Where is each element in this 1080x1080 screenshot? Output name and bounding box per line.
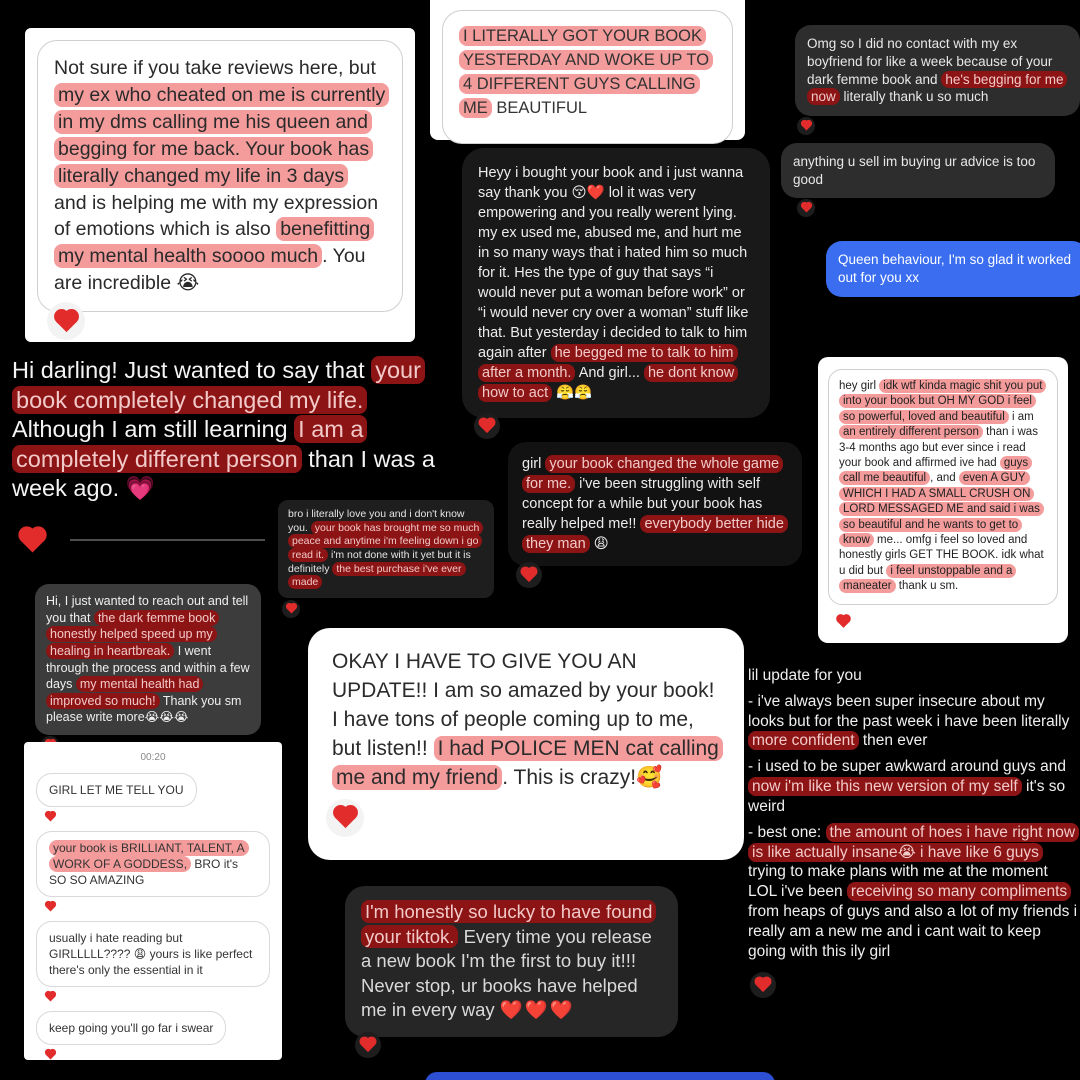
- heart-reaction-icon: [830, 609, 856, 635]
- message-text: hey girl idk wtf kinda magic shit you put into your book but OH MY GOD i feel so powerful, loved and beautiful i am an entirely different person than i was 3-4 months ago but ever since i read your book and affirmed ive had guys call me beautiful , and even A GUY WHICH I HAD A SMALL CRUSH ON LORD MESSAGED ME and said i was so beautiful and he wants to get to know me... omfg i feel so loved and honestly girls GET THE BOOK. idk what u did but i feel unstoppable and a maneater thank u sm.: [839, 379, 1046, 593]
- heart-icon: [480, 419, 494, 433]
- message-bubble: [36, 773, 197, 807]
- heart-icon: [55, 311, 76, 332]
- lucky-tiktok-card: [345, 886, 678, 1058]
- heart-reaction-icon: [47, 302, 85, 340]
- heart-reaction-icon: [326, 799, 364, 837]
- note-text: Hi darling! Just wanted to say that your book completely changed my life. Although I am still learning I am a completely different person than I was a week ago. 💗: [12, 357, 435, 502]
- message-text: OKAY I HAVE TO GIVE YOU AN UPDATE!! I am so amazed by your book! I have tons of people coming up to me, but listen!! I had POLICE MEN cat calling me and my friend . This is crazy!🥰: [332, 648, 720, 793]
- message-bubble: [36, 831, 270, 898]
- message-bubble: [278, 500, 494, 598]
- divider-line: [70, 539, 265, 541]
- heart-reaction-icon: [282, 600, 300, 618]
- message-text: anything u sell im buying ur advice is too good: [793, 153, 1036, 187]
- note-line: - i used to be super awkward around guys and now i'm like this new version of my self it's so weird: [748, 758, 1066, 815]
- heart-icon: [361, 1038, 375, 1052]
- message-bubble: [35, 584, 261, 735]
- message-text: Not sure if you take reviews here, but my ex who cheated on me is currently in my dms calling me his queen and begging for me back. Your book has literally changed my life in 3 days and is helping me with my expression of emotions which is also benefitting my mental health soooo much . You are incredible 😭: [54, 57, 389, 294]
- message-text: GIRL LET ME TELL YOU: [49, 783, 184, 797]
- note-line: lil update for you: [748, 667, 862, 684]
- game-changer-card: [508, 442, 802, 588]
- heart-icon: [45, 902, 55, 912]
- heart-reaction-icon: [797, 199, 815, 217]
- message-text: Heyy i bought your book and i just wanna say thank you 😚❤️ lol it was very empowering and you really werent lying. my ex used me, abused me, and hurt me in so many ways that i hated him so much for it. Hes the type of guy that says “i would never put a woman before work” or “i would never cry over a woman” stuff like that. But yesterday i decided to talk to him again after he begged me to talk to him after a month. And girl... he dont know how to act 😤😤: [478, 165, 749, 401]
- heart-reaction-icon: [42, 809, 58, 825]
- message-bubble: [795, 25, 1080, 116]
- heart-reaction-icon: [42, 989, 58, 1005]
- message-bubble: [36, 1011, 226, 1045]
- message-text: bro i literally love you and i don't know you. your book has brought me so much peace and anytime i'm feeling down i go read it. i'm not done with it yet but it is definitely the best purchase i've ever made: [288, 508, 483, 589]
- girl-let-me-tell-you-chat: [24, 742, 282, 1060]
- heart-reaction-icon: [42, 1047, 58, 1063]
- heart-reaction-icon: [12, 520, 52, 560]
- heart-reaction-icon: [516, 562, 542, 588]
- review-dm-card: [25, 28, 415, 342]
- message-text: usually i hate reading but GIRLLLLL???? 😩 yours is like perfect there's only the essential in it: [49, 930, 253, 978]
- dark-femme-healing-card: [35, 584, 261, 754]
- message-text: Queen behaviour, I'm so glad it worked out for you xx: [838, 251, 1071, 285]
- heart-reaction-icon: [42, 899, 58, 915]
- lil-update-note: [748, 666, 1080, 998]
- message-bubble: [508, 442, 802, 566]
- message-text: Hi, I just wanted to reach out and tell you that the dark femme book honestly helped speed up my healing in heartbreak. I went through the process and within a few days my mental health had improved so much! Thank you sm please write more😭😭😭: [46, 594, 250, 725]
- message-text: keep going you'll go far i swear: [49, 1020, 214, 1035]
- heart-icon: [20, 528, 44, 552]
- message-bubble: [781, 143, 1055, 199]
- cropped-blue-bubble-edge: [425, 1072, 775, 1080]
- message-bubble: [828, 369, 1058, 605]
- message-bubble: [442, 10, 733, 144]
- heart-reaction-icon: [355, 1032, 381, 1058]
- heart-icon: [837, 615, 850, 628]
- magic-book-card: [818, 357, 1068, 643]
- message-bubble: [462, 148, 770, 418]
- note-line: - i've always been super insecure about my looks but for the past week i have been literally more confident then ever: [748, 692, 1070, 750]
- message-text: your book is BRILLIANT, TALENT, A WORK OF A GODDESS, BRO it's SO SO AMAZING: [49, 840, 249, 887]
- heyy-bought-book-card: [462, 148, 770, 439]
- timestamp: 00:20: [140, 752, 166, 763]
- note-line: - best one: the amount of hoes i have right now is like actually insane😭 i have like 6 guys trying to make plans with me at the moment LOL i've been receiving so many compliments from heaps of guys and also a lot of my friends i really am a new me and i cant wait to keep going with this ily girl: [748, 823, 1078, 960]
- message-text: girl your book changed the whole game for me. i've been struggling with self concept for a while but your book has really helped me!! everybody better hide they man 😩: [522, 455, 788, 553]
- sent-message-bubble: [826, 241, 1080, 297]
- heart-icon: [45, 992, 55, 1002]
- heart-icon: [801, 121, 811, 131]
- message-bubble: [345, 886, 678, 1037]
- heart-reaction-icon: [750, 972, 776, 998]
- heart-icon: [286, 604, 296, 614]
- heart-icon: [801, 203, 811, 213]
- no-contact-chat: [795, 25, 1080, 297]
- message-text: I'm honestly so lucky to have found your tiktok. Every time you release a new book I'm the first to buy it!!! Never stop, ur books have helped me in every way ❤️❤️❤️: [361, 900, 656, 1020]
- heart-icon: [45, 812, 55, 822]
- heart-icon: [45, 1050, 55, 1060]
- police-men-update-card: [308, 628, 744, 860]
- message-text: I LITERALLY GOT YOUR BOOK YESTERDAY AND WOKE UP TO 4 DIFFERENT GUYS CALLING ME BEAUTIFUL: [459, 26, 713, 118]
- bro-love-you-card: [278, 500, 494, 618]
- message-bubble: [37, 40, 403, 312]
- heart-icon: [756, 978, 770, 992]
- book-yesterday-card: [430, 0, 745, 140]
- heart-icon: [334, 807, 355, 828]
- heart-reaction-icon: [797, 117, 815, 135]
- heart-icon: [522, 568, 536, 582]
- message-bubble: [36, 921, 270, 988]
- heart-reaction-icon: [474, 413, 500, 439]
- message-text: Omg so I did no contact with my ex boyfriend for like a week because of your dark femme book and he's begging for me now literally thank u so much: [807, 36, 1067, 105]
